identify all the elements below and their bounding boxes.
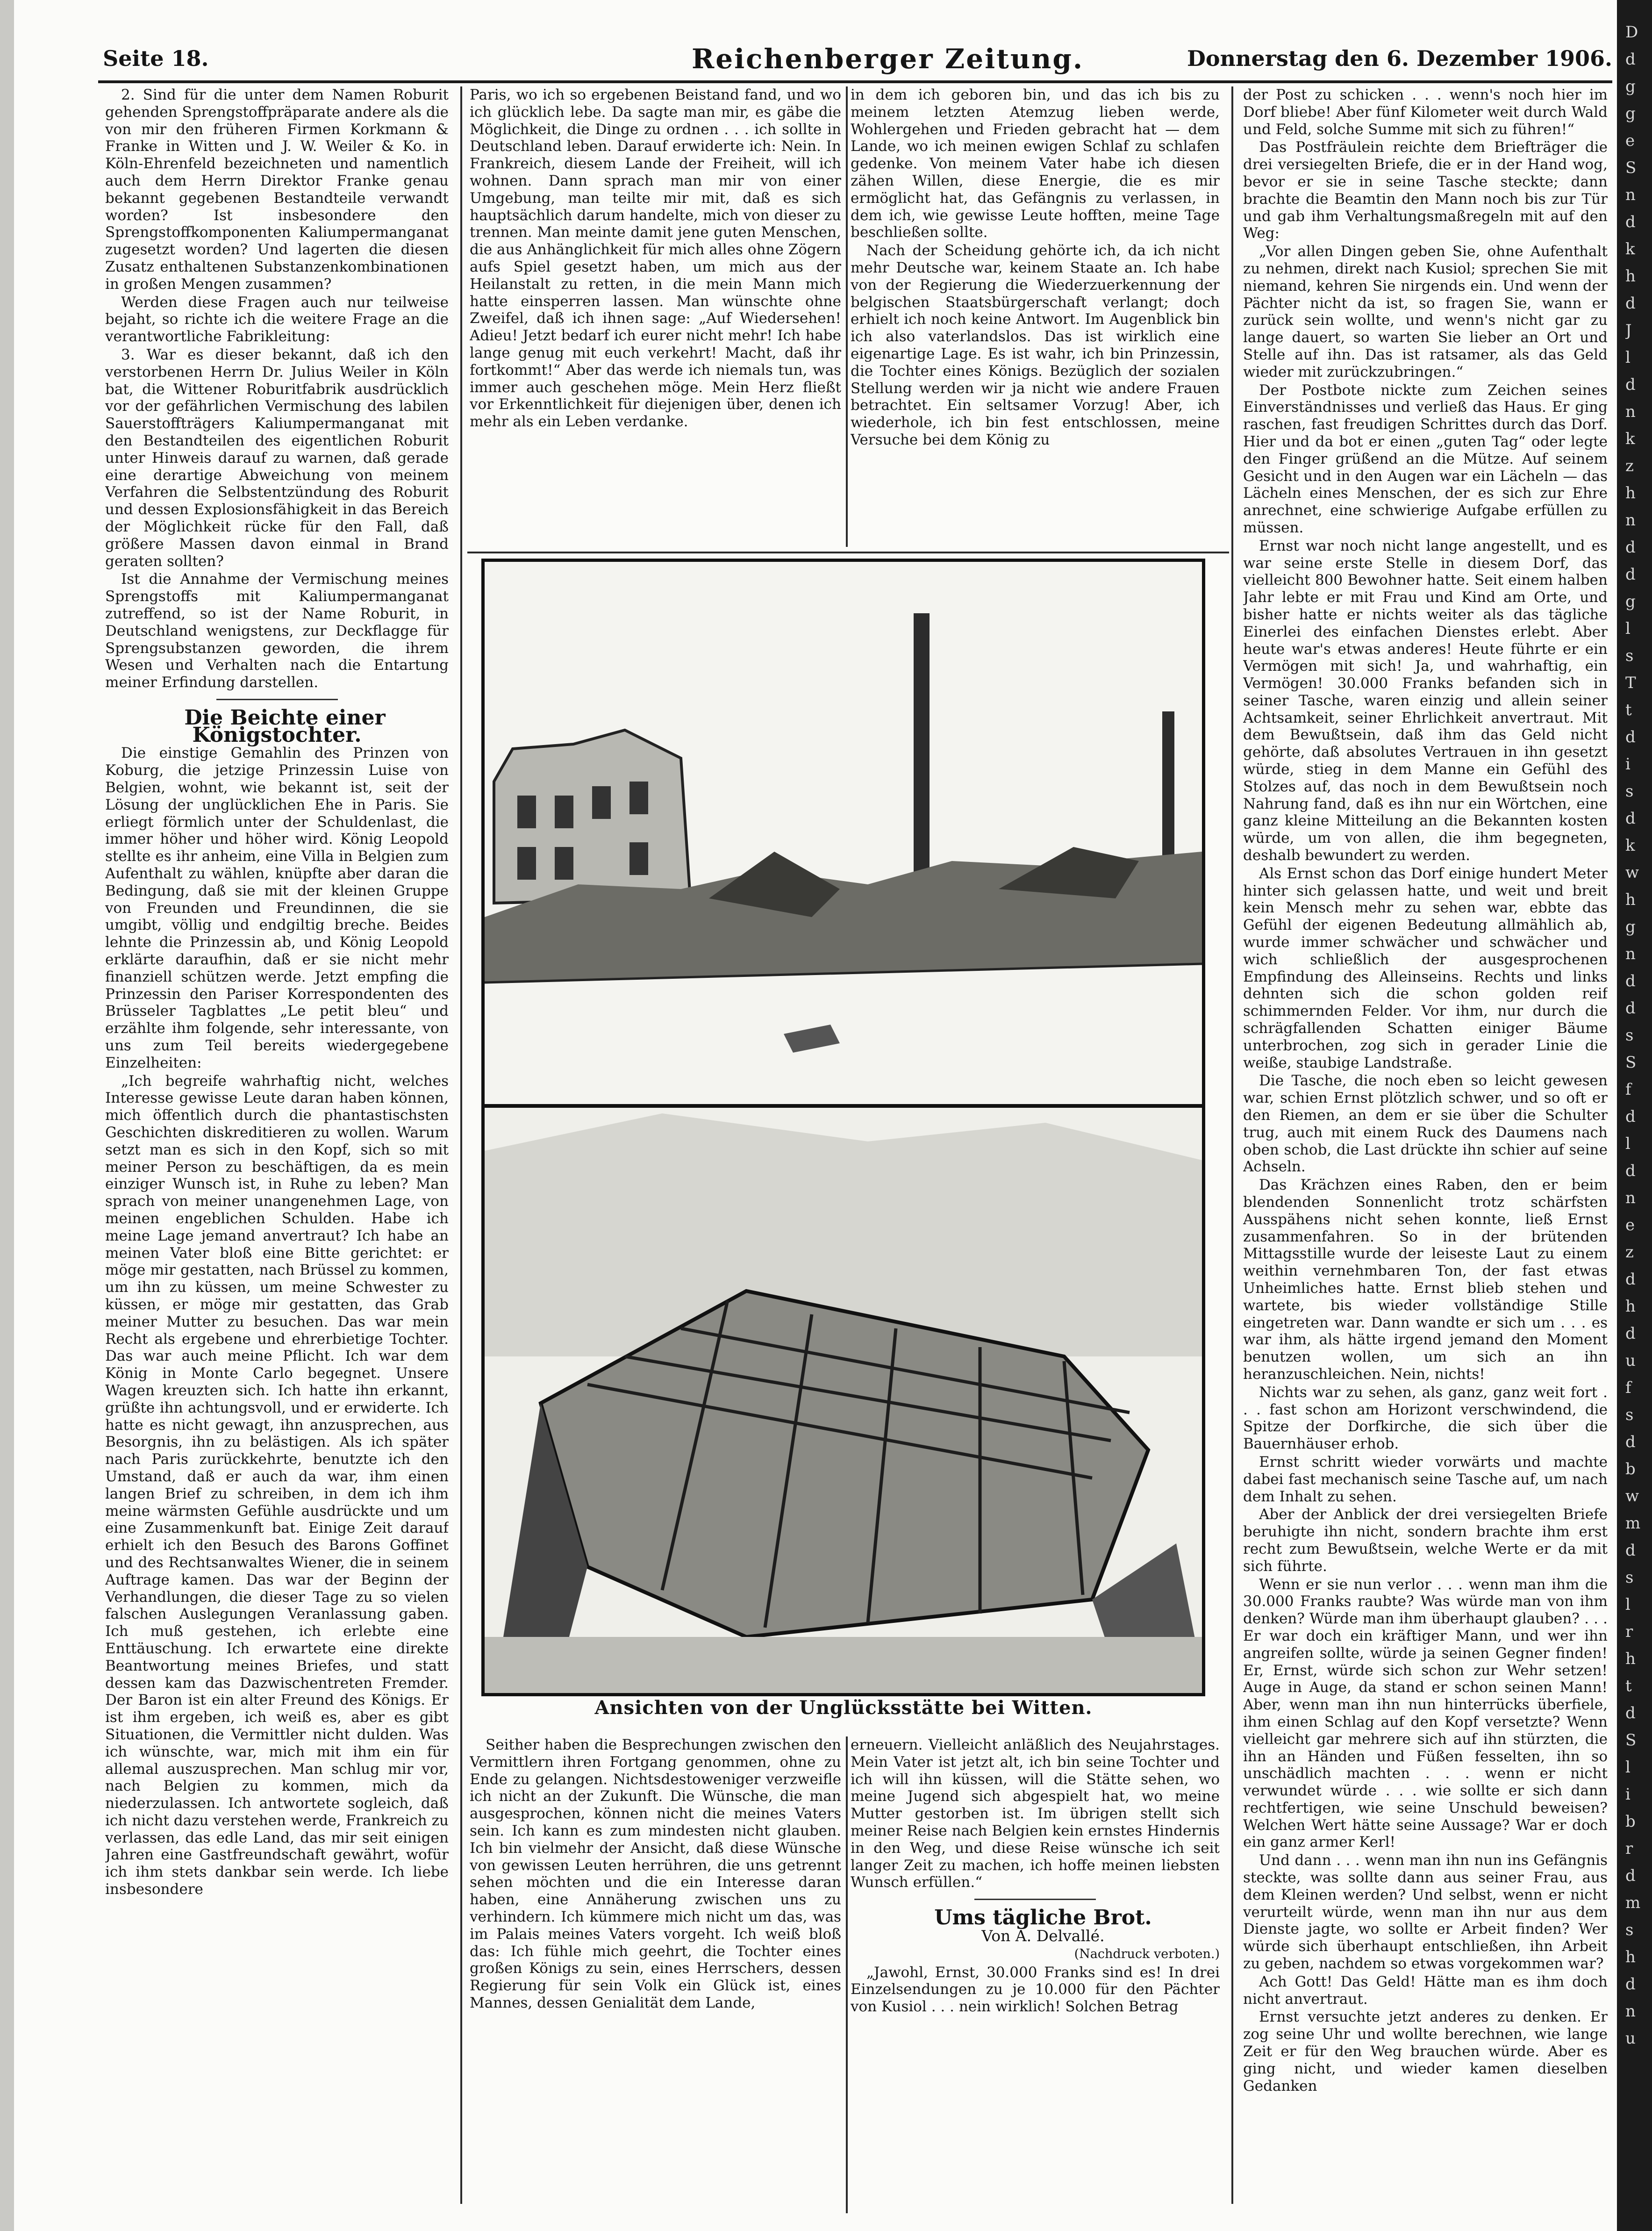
illustration-drawing <box>485 562 1202 1693</box>
paragraph: Paris, wo ich so ergebenen Beistand fand, und wo ich glücklich lebe. Da sagte man mir, es gäbe die Möglichkeit, die Dinge zu ordnen . . . ich sollte in Deutschland leben. Darauf erwiderte ich: Nein. In Frankreich, diesem Lande der Freiheit, will ich wohnen. Dann sprach man mir von einer Umgebung, man teilte mir mit, daß es sich hauptsächlich darum handelte, mich von dieser zu trennen. Man meinte damit jene guten Menschen, die aus Anhänglichkeit für mich alles ohne Zögern aufs Spiel gesetzt haben, um mich aus der Heilanstalt zu retten, in die mein Mann mich hatte einsperren lassen. Man wünschte ohne Zweifel, daß ich ihnen sage: „Auf Wiedersehen! Adieu! Jetzt bedarf ich eurer nicht mehr! Ich habe lange genug mit euch verkehrt! Macht, daß ihr fortkommt!“ Aber das werde ich niemals tun, was immer auch geschehen möge. Mein Herz fließt vor Erkenntlichkeit für diejenigen über, denen ich mehr als ein Leben verdanke. <box>470 86 841 430</box>
paragraph: Das Postfräulein reichte dem Briefträger die drei versiegelten Briefe, die er in der Hand wog, bevor er sie in seine Tasche steckte; dann brachte die Beamtin den Mann noch bis zur Tür und gab ihm Verhaltungsmaßregeln mit auf den Weg: <box>1243 139 1608 242</box>
adjacent-page-strip: D d g g e S n d k h d J l d n k z h n d d g l s T t d i s d k w h g n d d s S f d l d n e z d h d u f s d b w m d s l r h t d S l i b r d m s h d n u <box>1625 23 1641 2048</box>
paragraph: Und dann . . . wenn man ihn nun ins Gefängnis steckte, was sollte dann aus seiner Frau, aus dem Kleinen werden? Und selbst, wenn er nicht verurteilt würde, wenn man ihn nur aus dem Dienste jagte, wo sollte er Arbeit finden? Wer würde sich überhaupt entschließen, ihn Arbeit zu geben, nachdem so etwas vorgekommen war? <box>1243 1852 1608 1973</box>
paragraph: Nach der Scheidung gehörte ich, da ich nicht mehr Deutsche war, keinem Staate an. Ich habe von der Regierung die Wiederzuerkennung der belgischen Staatsbürgerschaft verlangt; doch erhielt ich noch keine Antwort. Im Augenblick bin ich also vaterlandslos. Das ist wirklich eine eigenartige Lage. Es ist wahr, ich bin Prinzessin, die Tochter eines Königs. Bezüglich der sozialen Stellung werden wir ja nicht wie andere Frauen betrachtet. Ein seltsamer Vorzug! Aber, ich wiederhole, ich bin fest entschlossen, meine Versuche bei dem König zu <box>851 242 1220 448</box>
paragraph: Ernst versuchte jetzt anderes zu denken. Er zog seine Uhr und wollte berechnen, wie lange Zeit er für den Weg brauchen würde. Aber es ging nicht, und wieder kamen dieselben Gedanken <box>1243 2009 1608 2095</box>
paragraph: Ist die Annahme der Vermischung meines Sprengstoffs mit Kaliumpermanganat zutreffend, so ist der Name Roburit, in Deutschland wenigstens, zur Deckflagge für Sprengsubstanzen geworden, die ihrem Wesen und Verhalten nach die Entartung meiner Erfindung darstellen. <box>105 571 449 691</box>
column-2-top <box>470 86 841 563</box>
paragraph: Die einstige Gemahlin des Prinzen von Koburg, die jetzige Prinzessin Luise von Belgien, wohnt, wie bekannt ist, seit der Lösung der unglücklichen Ehe in Paris. Sie erliegt förmlich unter der Schuldenlast, die immer höher und höher wird. König Leopold stellte es ihr anheim, eine Villa in Belgien zum Aufenthalt zu wählen, knüpfte aber daran die Bedingung, daß sie mit der kleinen Gruppe von Freunden und Freundinnen, die sie umgibt, völlig und endgiltig breche. Beides lehnte die Prinzessin ab, und König Leopold erklärte daraufhin, daß er sie nicht mehr finanziell schützen werde. Jetzt empfing die Prinzessin den Pariser Korrespondenten des Brüsseler Tagblattes „Le petit bleu“ und erzählte ihm folgende, sehr interessante, von uns zum Teil bereits wiedergegebene Einzelheiten: <box>105 745 449 1071</box>
illustration-caption: Ansichten von der Unglücksstätte bei Witten. <box>594 1697 1093 1719</box>
column-3-bottom <box>851 1736 1220 2213</box>
page-edge-left <box>0 0 14 2231</box>
paragraph: „Jawohl, Ernst, 30.000 Franks sind es! In drei Einzelsendungen zu je 10.000 für den Pächter von Kusiol . . . nein wirklich! Solchen Betrag <box>851 1964 1220 2016</box>
masthead: Reichenberger Zeitung. <box>692 43 1084 75</box>
column-rule <box>846 1736 848 2213</box>
paragraph: erneuern. Vielleicht anläßlich des Neujahrstages. Mein Vater ist jetzt alt, ich bin seine Tochter und ich will ihn küssen, will die Stätte sehen, wo meine Jugend sich abgespielt hat, wo meine Mutter gestorben ist. Im übrigen stellt sich meiner Reise nach Belgien kein ernstes Hindernis in den Weg, und diese Reise wünsche ich seit langer Zeit zu machen, ich hoffe meinen liebsten Wunsch erfüllen.“ <box>851 1736 1220 1891</box>
column-rule <box>846 86 848 547</box>
column-rule <box>460 86 462 2204</box>
column-4 <box>1243 86 1608 2209</box>
illustration-witten <box>481 559 1205 1696</box>
paragraph: der Post zu schicken . . . wenn's noch hier im Dorf bliebe! Aber fünf Kilometer weit durch Wald und Feld, solche Summe mit sich zu führen!“ <box>1243 86 1608 138</box>
paragraph: Ach Gott! Das Geld! Hätte man es ihm doch nicht anvertraut. <box>1243 1973 1608 2008</box>
paragraph: Als Ernst schon das Dorf einige hundert Meter hinter sich gelassen hatte, und weit und breit kein Mensch mehr zu sehen war, ebbte das Gefühl der eigenen Bedeutung allmählich ab, wurde immer schwächer und schwächer und wich schließlich der ausgesprochenen Empfindung des Alleinseins. Rechts und links dehnten sich die schon golden reif schimmernden Felder. Vor ihm, nur durch die schrägfallenden Schatten einiger Bäume unterbrochen, zog sich in gerader Linie die weiße, staubige Landstraße. <box>1243 865 1608 1071</box>
section-separator <box>974 1899 1096 1900</box>
paragraph: Die Tasche, die noch eben so leicht gewesen war, schien Ernst plötzlich schwer, und so oft er den Riemen, an dem er sie über die Schulter trug, auch mit einem Ruck des Daumens nach oben schob, die Last drückte ihn schier auf seine Achseln. <box>1243 1072 1608 1176</box>
paragraph: Das Krächzen eines Raben, den er beim blendenden Sonnenlicht trotz schärfsten Ausspähens nicht sehen konnte, ließ Ernst zusammenfahren. So in der brütenden Mittagsstille wurde der leiseste Laut zu einem weithin vernehmbaren Ton, der fast etwas Unheimliches hatte. Ernst blieb stehen und wartete, bis wieder vollständige Stille eingetreten war. Dann wandte er sich um . . . es war ihm, als hätte irgend jemand den Moment benutzen wollen, um sich an ihn heranzuschleichen. Nein, nichts! <box>1243 1176 1608 1383</box>
paragraph: in dem ich geboren bin, und das ich bis zu meinem letzten Atemzug lieben werde, Wohlergehen und Frieden gebracht hat — dem Lande, wo ich meinen ewigen Schlaf zu schlafen gedenke. Von meinem Vater habe ich diesen zähen Willen, diese Energie, die es mir ermöglicht hat, das Gefängnis zu verlassen, in dem ich, wie gewisse Leute hofften, meine Tage beschließen sollte. <box>851 86 1220 241</box>
section-title-koenigstochter: Die Beichte einer Königstochter. <box>184 705 386 747</box>
paragraph: Wenn er sie nun verlor . . . wenn man ihm die 30.000 Franks raubte? Was würde man von ihm denken? Würde man ihm überhaupt glauben? . . . Er war doch ein kräftiger Mann, und wer ihn angreifen sollte, würde ja seinen Gegner finden! Er, Ernst, würde sich schon zur Wehr setzen! Auge in Auge, da stand er schon seinen Mann! Aber, wenn man ihn nun hinterrücks überfiele, ihm einen Schlag auf den Kopf versetzte? Wenn vielleicht gar mehrere sich auf ihn stürzten, die ihn an Händen und Füßen fesselten, ihn so unschädlich machten . . . wenn er nicht verwundet würde . . . wie sollte er sich dann rechtfertigen, wie seine Unschuld beweisen? Welchen Wert hätte seine Aussage? War er doch ein ganz armer Kerl! <box>1243 1576 1608 1851</box>
section-separator <box>216 699 338 700</box>
column-1 <box>105 86 449 2190</box>
column-3-top <box>851 86 1220 563</box>
paragraph: Der Postbote nickte zum Zeichen seines Einverständnisses und verließ das Haus. Er ging raschen, fast freudigen Schrittes durch das Dorf. Hier und da bot er einen „guten Tag“ oder legte den Finger grüßend an die Mütze. Auf seinem Gesicht und in den Augen war ein Lächeln — das Lächeln eines Menschen, der es sich zur Ehre anrechnet, eine schwierige Aufgabe erfüllen zu müssen. <box>1243 381 1608 536</box>
header-rule <box>98 80 1612 83</box>
paragraph: 2. Sind für die unter dem Namen Roburit gehenden Sprengstoffpräparate andere als die von mir den früheren Firmen Korkmann & Franke in Witten und J. W. Weiler & Ko. in Köln-Ehrenfeld bezeichneten und namentlich auch dem Herrn Direktor Franke genau bekannt gegebenen Bestandteile verwandt worden? Ist insbesondere den Sprengstoffkomponenten Kaliumpermanganat zugesetzt worden? Und lagerten die diesen Zusatz enthaltenen Substanzenkombinationen in großen Mengen zusammen? <box>105 86 449 293</box>
illustration-top-rule <box>467 552 1229 553</box>
story-title: Ums tägliche Brot. <box>934 1906 1152 1930</box>
column-2-bottom <box>470 1736 841 2213</box>
paragraph: Seither haben die Besprechungen zwischen den Vermittlern ihren Fortgang genommen, ohne zu Ende zu gelangen. Nichtsdestoweniger verzweifle ich nicht an der Zukunft. Die Wünsche, die man ausgesprochen, können nicht die meines Vaters sein. Ich kann es zum mindesten nicht glauben. Ich bin vielmehr der Ansicht, daß diese Wünsche von gewissen Leuten herrühren, die uns getrennt sehen möchten und die ein Interesse daran haben, eine Annäherung zwischen uns zu verhindern. Ich kümmere mich nicht um das, was im Palais meines Vaters vorgeht. Ich weiß bloß das: Ich fühle mich geehrt, die Tochter eines großen Königs zu sein, eines Herrschers, dessen Regierung für sein Volk ein Glück ist, eines Mannes, dessen Genialität dem Lande, <box>470 1736 841 2011</box>
page-header <box>103 43 1612 79</box>
paragraph: Ernst war noch nicht lange angestellt, und es war seine erste Stelle in diesem Dorf, das vielleicht 800 Bewohner hatte. Seit einem halben Jahr lebte er mit Frau und Kind am Orte, und bisher hatte er nichts weiter als das tägliche Einerlei des einfachen Dienstes erlebt. Aber heute war's etwas anderes! Heute führte er ein Vermögen mit sich! Ja, und wahrhaftig, ein Vermögen! 30.000 Franks befanden sich in seiner Tasche, waren einzig und allein seiner Achtsamkeit, seiner Ehrlichkeit anvertraut. Mit dem Bewußtsein, daß ihm das Geld nicht gehörte, daß absolutes Vertrauen in ihn gesetzt würde, stieg in dem Manne ein Gefühl des Stolzes auf, das noch in dem Bewußtsein noch Nahrung fand, daß es ihn nur ein Wörtchen, eine ganz kleine Mitteilung an die Bekannten kosten würde, um von allen, die ihm begegneten, deshalb bewundert zu werden. <box>1243 537 1608 864</box>
issue-date: Donnerstag den 6. Dezember 1906. <box>1187 46 1612 71</box>
page-number: Seite 18. <box>103 46 209 71</box>
paragraph: „Ich begreife wahrhaftig nicht, welches Interesse gewisse Leute daran haben können, mich öffentlich durch die phantastischsten Geschichten diskreditieren zu wollen. Warum setzt man es sich in den Kopf, sich so mit meiner Person zu beschäftigen, da es mein einziger Wunsch ist, in Ruhe zu leben? Man sprach von meiner unangenehmen Lage, von meinen engeblichen Schulden. Habe ich meine Lage jemand anvertraut? Ich habe an meinen Vater bloß eine Bitte gerichtet: er möge mir gestatten, nach Brüssel zu kommen, um ihn zu küssen, um meine Schwester zu küssen, er möge mir gestatten, das Grab meiner Mutter zu besuchen. Das war mein Recht als ergebene und ehrerbietige Tochter. Das war auch meine Pflicht. Ich war dem König in Monte Carlo begegnet. Unsere Wagen kreuzten sich. Ich hatte ihn erkannt, grüßte ihn achtungsvoll, und er erwiderte. Ich hatte es nicht gewagt, ihn anzusprechen, aus Besorgnis, ihn zu belästigen. Als ich später nach Paris zurückkehrte, benutzte ich den Umstand, daß er auch da war, ihm einen langen Brief zu schreiben, in dem ich ihm meine wärmsten Gefühle ausdrückte und um eine Zusammenkunft bat. Einige Zeit darauf erhielt ich den Besuch des Barons Goffinet und des Rechtsanwaltes Wiener, die in seinem Auftrage kamen. Das war der Beginn der Verhandlungen, die dieser Tage zu so vielen falschen Auslegungen Veranlassung gaben. Ich muß gestehen, ich erlebte eine Enttäuschung. Ich erwartete eine direkte Beantwortung meines Briefes, und statt dessen kam das Dazwischentreten Fremder. Der Baron ist ein alter Freund des Königs. Er ist ihm ergeben, ich weiß es, aber es gibt Situationen, die Vermittler nicht dulden. Was ich wünschte, war, mich mit ihm ein für allemal auszusprechen. Man schlug mir vor, nach Belgien zu kommen, mich da niederzulassen. Ich antwortete sogleich, daß ich nicht dazu verstehen werde, Frankreich zu verlassen, das edle Land, das mir seit einigen Jahren eine Gastfreundschaft gewährt, wofür ich ihm stets dankbar sein werde. Ich liebe insbesondere <box>105 1072 449 1898</box>
paragraph: Aber der Anblick der drei versiegelten Briefe beruhigte ihn nicht, sondern brachte ihm erst recht zum Bewußtsein, welche Werte er da mit sich führte. <box>1243 1506 1608 1575</box>
paragraph: „Vor allen Dingen geben Sie, ohne Aufenthalt zu nehmen, direkt nach Kusiol; sprechen Sie mit niemand, kehren Sie nirgends ein. Und wenn der Pächter nicht da ist, so fragen Sie, wann er zurück sein wollte, und wenn's nicht gar zu lange dauert, so warten Sie lieber an Ort und Stelle auf ihn. Das ist ratsamer, als das Geld wieder mit zurückzubringen.“ <box>1243 243 1608 380</box>
paragraph: Werden diese Fragen auch nur teilweise bejaht, so richte ich die weitere Frage an die verantwortliche Fabrikleitung: <box>105 294 449 345</box>
paragraph: 3. War es dieser bekannt, daß ich den verstorbenen Herrn Dr. Julius Weiler in Köln bat, die Wittener Roburitfabrik ausdrücklich vor der gefährlichen Vermischung des labilen Sauerstoffträgers Kaliumpermanganat mit den Bestandteilen des eigentlichen Roburit unter Hinweis darauf zu warnen, daß gerade eine derartige Abweichung von meinem Verfahren die Selbstentzündung des Roburit und dessen Explosionsfähigkeit in das Bereich der Möglichkeit rücke für den Fall, daß größere Massen davon einmal in Brand geraten sollten? <box>105 346 449 570</box>
paragraph: Nichts war zu sehen, als ganz, ganz weit fort . . . fast schon am Horizont verschwindend, die Spitze der Dorfkirche, die sich über die Bauernhäuser erhob. <box>1243 1384 1608 1453</box>
story-reprint-note: (Nachdruck verboten.) <box>1074 1946 1220 1961</box>
column-rule <box>1231 86 1233 2204</box>
paragraph: Ernst schritt wieder vorwärts und machte dabei fast mechanisch seine Tasche auf, um nach dem Inhalt zu sehen. <box>1243 1453 1608 1505</box>
story-author: Von A. Delvallé. <box>981 1926 1105 1945</box>
